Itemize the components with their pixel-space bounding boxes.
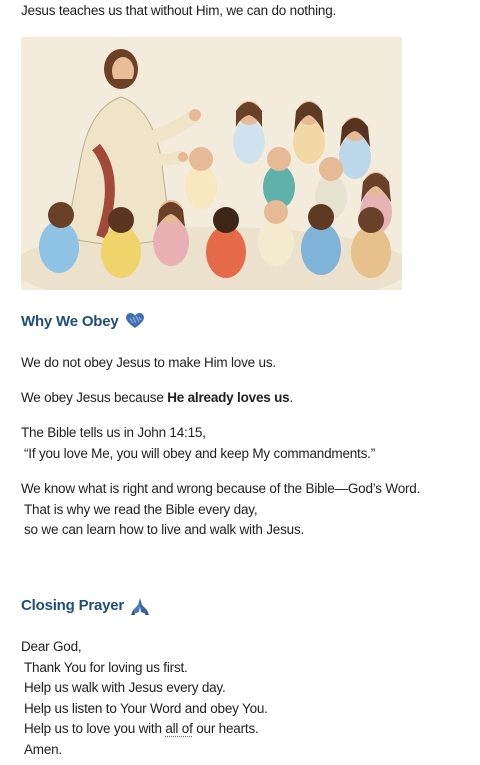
jesus-teaching-children-illustration: [21, 37, 402, 290]
obey-p4-line-2: That is why we read the Bible every day,: [24, 501, 258, 517]
prayer-line-2: Thank You for loving us first.: [24, 659, 188, 675]
obey-paragraph-2: [21, 388, 293, 409]
why-we-obey-heading: [21, 312, 145, 330]
obey-p3-line-1: The Bible tells us in John 14:15,: [21, 425, 206, 440]
praying-hands-icon: [130, 596, 150, 614]
prayer-line-4: Help us listen to Your Word and obey You.: [24, 700, 268, 716]
obey-p3-line-2: “If you love Me, you will obey and keep My commandments.”: [24, 445, 376, 461]
obey-p4-line-1: We know what is right and wrong because of the Bible—God’s Word.: [21, 481, 421, 496]
prayer-line-1: Dear God,: [21, 639, 82, 654]
obey-paragraph-4: [21, 479, 420, 541]
obey-p2-emphasis: He already loves us: [167, 390, 290, 405]
intro-text: Jesus teaches us that without Him, we can do nothing.: [21, 3, 337, 18]
prayer-line-5-end: our hearts.: [192, 721, 259, 736]
obey-paragraph-3: [21, 423, 375, 464]
blue-heart-icon: [125, 312, 145, 330]
why-we-obey-heading-text: Why We Obey: [21, 312, 119, 330]
obey-p4-line-3: so we can learn how to live and walk with Jesus.: [24, 522, 305, 537]
prayer-line-5: [21, 719, 268, 740]
prayer-line-5-start: Help us to love you with: [24, 721, 166, 736]
prayer-line-5-marked[interactable]: all of: [165, 721, 193, 736]
closing-prayer-text: [21, 637, 268, 760]
obey-p2-end: .: [289, 390, 294, 405]
closing-prayer-heading-text: Closing Prayer: [21, 596, 125, 614]
prayer-line-6: Amen.: [24, 741, 63, 757]
prayer-line-3: Help us walk with Jesus every day.: [24, 680, 226, 695]
obey-p2-text: We obey Jesus because: [21, 390, 168, 405]
closing-prayer-heading: [21, 596, 150, 614]
obey-paragraph-1: We do not obey Jesus to make Him love us.: [21, 355, 276, 370]
